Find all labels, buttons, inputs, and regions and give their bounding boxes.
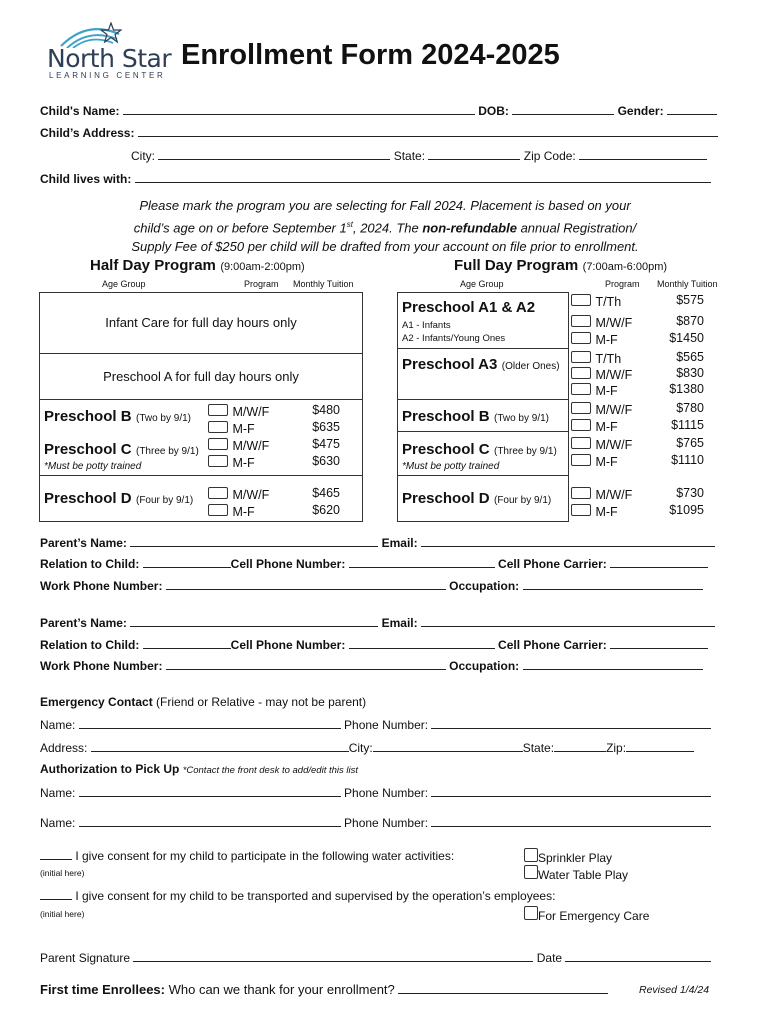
work-label: Work Phone Number: <box>40 659 163 673</box>
option-label: M-F <box>595 333 618 347</box>
state-label: State: <box>522 741 555 755</box>
checkbox[interactable] <box>571 504 591 516</box>
water-table-label: Water Table Play <box>538 868 629 882</box>
price: $870 <box>676 314 704 328</box>
half-col-tuition: Monthly Tuition <box>293 279 354 289</box>
divider <box>40 475 362 476</box>
option-label: M-F <box>595 420 618 434</box>
transport-consent-row <box>40 888 555 903</box>
date-label: Date <box>536 951 563 965</box>
emergency-name-field[interactable] <box>79 717 341 729</box>
option-label: M/W/F <box>595 316 633 330</box>
price: $480 <box>312 403 340 417</box>
program-age: (Four by 9/1) <box>493 495 552 506</box>
carrier-field[interactable] <box>610 556 708 568</box>
checkbox[interactable] <box>208 455 228 467</box>
checkbox[interactable] <box>208 421 228 433</box>
checkbox[interactable] <box>208 487 228 499</box>
child-name-row <box>40 103 717 118</box>
emergency-phone-field[interactable] <box>431 717 711 729</box>
pickup-phone-field[interactable] <box>431 815 711 827</box>
email-label: Email: <box>381 616 418 630</box>
parent-signature-field[interactable] <box>133 950 533 962</box>
lives-with-label: Child lives with: <box>40 172 132 186</box>
email-field[interactable] <box>421 535 715 547</box>
occupation-field[interactable] <box>523 658 703 670</box>
price: $1095 <box>669 503 704 517</box>
option-label: M-F <box>595 455 618 469</box>
half-c-option-mwf[interactable] <box>208 437 269 455</box>
pickup-name-field[interactable] <box>79 785 341 797</box>
state-field[interactable] <box>428 148 520 160</box>
first-time-label: First time Enrollees: <box>40 982 165 997</box>
transport-initial-field[interactable] <box>40 888 72 900</box>
pickup-row-1 <box>40 785 711 800</box>
date-field[interactable] <box>565 950 711 962</box>
relation-label: Relation to Child: <box>40 638 140 652</box>
dob-label: DOB: <box>478 104 509 118</box>
half-day-heading <box>90 257 305 275</box>
full-day-hours: (7:00am-6:00pm) <box>582 261 668 273</box>
page-title: Enrollment Form 2024-2025 <box>181 39 560 71</box>
sprinkler-option[interactable] <box>524 848 612 865</box>
full-col-age: Age Group <box>460 279 504 289</box>
price: $730 <box>676 486 704 500</box>
relation-label: Relation to Child: <box>40 557 140 571</box>
a1-sub: A1 - Infants <box>402 320 451 331</box>
emergency-address-field[interactable] <box>91 740 349 752</box>
option-label: M/W/F <box>595 488 633 502</box>
emergency-state-field[interactable] <box>554 740 606 752</box>
carrier-field[interactable] <box>610 637 708 649</box>
half-c-option-mf[interactable] <box>208 454 255 472</box>
price: $780 <box>676 401 704 415</box>
state-label: State: <box>393 149 426 163</box>
full-a-option-mwf[interactable] <box>571 314 632 332</box>
program-name: Preschool B <box>44 408 132 425</box>
emergency-zip-field[interactable] <box>626 740 694 752</box>
checkbox[interactable] <box>571 294 591 306</box>
full-preschool-a3 <box>402 356 560 374</box>
program-name: Preschool A1 & A2 <box>402 299 536 316</box>
pickup-heading <box>40 762 358 776</box>
checkbox[interactable] <box>571 351 591 363</box>
option-label: T/Th <box>595 295 622 309</box>
intro-line-2b: , 2024. The <box>352 220 423 236</box>
occupation-label: Occupation: <box>449 579 520 593</box>
price: $830 <box>676 366 704 380</box>
sprinkler-label: Sprinkler Play <box>538 851 613 865</box>
half-preschool-c <box>44 441 199 459</box>
name-label: Name: <box>40 718 76 732</box>
half-day-table <box>39 292 363 522</box>
price: $465 <box>312 486 340 500</box>
program-age: (Two by 9/1) <box>493 413 550 424</box>
program-age: (Older Ones) <box>501 361 560 372</box>
pickup-title: Authorization to Pick Up <box>40 762 180 776</box>
water-consent-text: I give consent for my child to participate in the following water activities: <box>75 849 455 863</box>
half-col-program: Program <box>244 279 279 289</box>
emergency-city-field[interactable] <box>373 740 523 752</box>
parent1-work-row <box>40 578 703 593</box>
half-b-option-mwf[interactable] <box>208 403 269 421</box>
program-age: (Four by 9/1) <box>135 495 194 506</box>
cell-label: Cell Phone Number: <box>230 557 346 571</box>
parent2-work-row <box>40 658 703 673</box>
half-col-age: Age Group <box>102 279 146 289</box>
price: $1380 <box>669 382 704 396</box>
intro-paragraph <box>105 196 665 256</box>
option-label: M/W/F <box>232 488 270 502</box>
program-name: Preschool C <box>402 441 490 458</box>
pickup-row-2 <box>40 815 711 830</box>
checkbox[interactable] <box>571 419 591 431</box>
half-preschool-b <box>44 408 191 426</box>
intro-bold: non-refundable <box>422 220 517 236</box>
occupation-field[interactable] <box>523 578 703 590</box>
child-city-row <box>131 148 707 163</box>
full-c-option-mf[interactable] <box>571 453 618 471</box>
checkbox[interactable] <box>571 437 591 449</box>
full-day-heading <box>454 257 667 275</box>
checkbox[interactable] <box>571 487 591 499</box>
potty-note: *Must be potty trained <box>44 461 142 472</box>
full-b-option-mwf[interactable] <box>571 401 632 419</box>
parent-name-label: Parent’s Name: <box>40 616 127 630</box>
initial-here-note: (initial here) <box>40 909 85 919</box>
full-b-option-mf[interactable] <box>571 418 618 436</box>
half-day-hours: (9:00am-2:00pm) <box>220 261 305 273</box>
divider <box>398 431 568 432</box>
divider <box>398 348 568 349</box>
program-name: Preschool D <box>44 490 132 507</box>
intro-line-3: Supply Fee of $250 per child will be drafted from your account on file prior to enrollment. <box>131 239 639 255</box>
potty-note: *Must be potty trained <box>402 461 500 472</box>
emergency-address-row <box>40 740 694 755</box>
full-c-option-mwf[interactable] <box>571 436 632 454</box>
revised-date: Revised 1/4/24 <box>639 984 710 996</box>
price: $565 <box>676 350 704 364</box>
full-preschool-a1-a2 <box>402 299 535 317</box>
half-preschool-d <box>44 490 193 508</box>
parent-name-field[interactable] <box>130 615 378 627</box>
carrier-label: Cell Phone Carrier: <box>498 638 607 652</box>
option-label: M-F <box>232 456 255 470</box>
emergency-name-row <box>40 717 711 732</box>
child-name-field[interactable] <box>123 103 475 115</box>
price: $575 <box>676 293 704 307</box>
checkbox[interactable] <box>571 383 591 395</box>
intro-line-2c: annual Registration/ <box>516 220 637 236</box>
phone-label: Phone Number: <box>344 816 429 830</box>
program-name: Preschool C <box>44 441 132 458</box>
checkbox[interactable] <box>571 315 591 327</box>
name-label: Name: <box>40 816 76 830</box>
emergency-heading <box>40 695 366 709</box>
checkbox[interactable] <box>571 402 591 414</box>
checkbox[interactable] <box>524 906 538 920</box>
emergency-care-option[interactable] <box>524 906 649 923</box>
full-preschool-b <box>402 408 549 426</box>
half-day-title: Half Day Program <box>90 257 216 274</box>
parent1-relation-row <box>40 556 708 571</box>
parent-name-field[interactable] <box>130 535 378 547</box>
city-label: City: <box>131 149 155 163</box>
pickup-phone-field[interactable] <box>431 785 711 797</box>
phone-label: Phone Number: <box>344 718 429 732</box>
checkbox[interactable] <box>208 404 228 416</box>
referral-question: Who can we thank for your enrollment? <box>168 982 395 997</box>
full-col-tuition: Monthly Tuition <box>657 279 718 289</box>
checkbox[interactable] <box>571 367 591 379</box>
full-day-title: Full Day Program <box>454 257 579 274</box>
half-b-option-mf[interactable] <box>208 420 255 438</box>
referral-row <box>40 982 608 997</box>
relation-field[interactable] <box>143 556 231 568</box>
option-label: M/W/F <box>595 438 633 452</box>
zip-label: Zip: <box>606 741 627 755</box>
child-address-row <box>40 125 718 140</box>
dob-field[interactable] <box>512 103 614 115</box>
option-label: M-F <box>595 384 618 398</box>
email-field[interactable] <box>421 615 715 627</box>
option-label: M/W/F <box>232 439 270 453</box>
work-label: Work Phone Number: <box>40 579 163 593</box>
half-d-option-mwf[interactable] <box>208 486 269 504</box>
parent2-name-row <box>40 615 715 630</box>
checkbox[interactable] <box>524 848 538 862</box>
transport-consent-text: I give consent for my child to be transported and supervised by the operation’s employees: <box>75 889 556 903</box>
gender-field[interactable] <box>667 103 717 115</box>
carrier-label: Cell Phone Carrier: <box>498 557 607 571</box>
child-address-label: Child’s Address: <box>40 126 135 140</box>
parent1-name-row <box>40 535 715 550</box>
zip-label: Zip Code: <box>523 149 576 163</box>
lives-with-field[interactable] <box>135 171 711 183</box>
option-label: M-F <box>232 422 255 436</box>
occupation-label: Occupation: <box>449 659 520 673</box>
full-col-program: Program <box>605 279 640 289</box>
lives-with-row <box>40 171 711 186</box>
phone-label: Phone Number: <box>344 786 429 800</box>
city-field[interactable] <box>158 148 390 160</box>
city-label: City: <box>348 741 373 755</box>
price: $630 <box>312 454 340 468</box>
intro-line-2a: child’s age on or before September 1 <box>133 220 347 236</box>
program-age: (Three by 9/1) <box>493 446 557 457</box>
pickup-note: *Contact the front desk to add/edit this list <box>182 765 359 776</box>
name-label: Name: <box>40 786 76 800</box>
referral-field[interactable] <box>398 982 608 994</box>
price: $475 <box>312 437 340 451</box>
checkbox[interactable] <box>571 332 591 344</box>
logo-name: North Star <box>47 44 172 73</box>
price: $1450 <box>669 331 704 345</box>
initial-here-note: (initial here) <box>40 868 85 878</box>
logo-subtitle: LEARNING CENTER <box>49 71 166 80</box>
divider <box>40 353 362 354</box>
address-label: Address: <box>40 741 88 755</box>
emergency-note: (Friend or Relative - may not be parent) <box>156 695 367 709</box>
gender-label: Gender: <box>617 104 664 118</box>
work-field[interactable] <box>166 578 446 590</box>
full-a-option-tth[interactable] <box>571 293 621 311</box>
option-label: M-F <box>595 505 618 519</box>
signature-row <box>40 950 711 965</box>
divider <box>398 475 568 476</box>
price: $765 <box>676 436 704 450</box>
full-preschool-d <box>402 490 551 508</box>
option-label: T/Th <box>595 352 622 366</box>
cell-field[interactable] <box>349 637 495 649</box>
program-age: (Two by 9/1) <box>135 413 192 424</box>
pickup-name-field[interactable] <box>79 815 341 827</box>
cell-label: Cell Phone Number: <box>230 638 346 652</box>
program-age: (Three by 9/1) <box>135 446 199 457</box>
checkbox[interactable] <box>571 454 591 466</box>
price: $1110 <box>671 453 704 467</box>
price: $620 <box>312 503 340 517</box>
preschool-a-note: Preschool A for full day hours only <box>103 369 299 384</box>
option-label: M-F <box>232 505 255 519</box>
water-table-option[interactable] <box>524 865 628 882</box>
intro-line-2 <box>105 215 665 237</box>
emergency-care-label: For Emergency Care <box>538 909 650 923</box>
email-label: Email: <box>381 536 418 550</box>
zip-field[interactable] <box>579 148 707 160</box>
parent-name-label: Parent’s Name: <box>40 536 127 550</box>
full-d-option-mwf[interactable] <box>571 486 632 504</box>
option-label: M/W/F <box>595 368 633 382</box>
intro-line-1: Please mark the program you are selecting for Fall 2024. Placement is based on your <box>139 198 631 213</box>
price: $1115 <box>671 418 704 432</box>
intro-sup: st <box>346 220 353 229</box>
parent-signature-label: Parent Signature <box>40 951 131 965</box>
emergency-title: Emergency Contact <box>40 695 153 709</box>
divider <box>398 399 568 400</box>
child-name-label: Child's Name: <box>40 104 120 118</box>
option-label: M/W/F <box>232 405 270 419</box>
full-day-table <box>397 292 569 522</box>
price: $635 <box>312 420 340 434</box>
water-consent-row <box>40 848 454 863</box>
option-label: M/W/F <box>595 403 633 417</box>
star-icon <box>100 22 122 44</box>
work-field[interactable] <box>166 658 446 670</box>
parent2-relation-row <box>40 637 708 652</box>
program-name: Preschool B <box>402 408 490 425</box>
full-preschool-c <box>402 441 557 459</box>
divider <box>40 399 362 400</box>
child-address-field[interactable] <box>138 125 718 137</box>
full-d-option-mf[interactable] <box>571 503 618 521</box>
checkbox[interactable] <box>208 438 228 450</box>
checkbox[interactable] <box>524 865 538 879</box>
full-a3-option-mf[interactable] <box>571 382 618 400</box>
program-name: Preschool A3 <box>402 356 498 373</box>
full-a-option-mf[interactable] <box>571 331 618 349</box>
water-initial-field[interactable] <box>40 848 72 860</box>
a2-sub: A2 - Infants/Young Ones <box>402 333 506 344</box>
half-d-option-mf[interactable] <box>208 503 255 521</box>
relation-field[interactable] <box>143 637 231 649</box>
program-name: Preschool D <box>402 490 490 507</box>
infant-care-note: Infant Care for full day hours only <box>105 315 297 330</box>
checkbox[interactable] <box>208 504 228 516</box>
cell-field[interactable] <box>349 556 495 568</box>
